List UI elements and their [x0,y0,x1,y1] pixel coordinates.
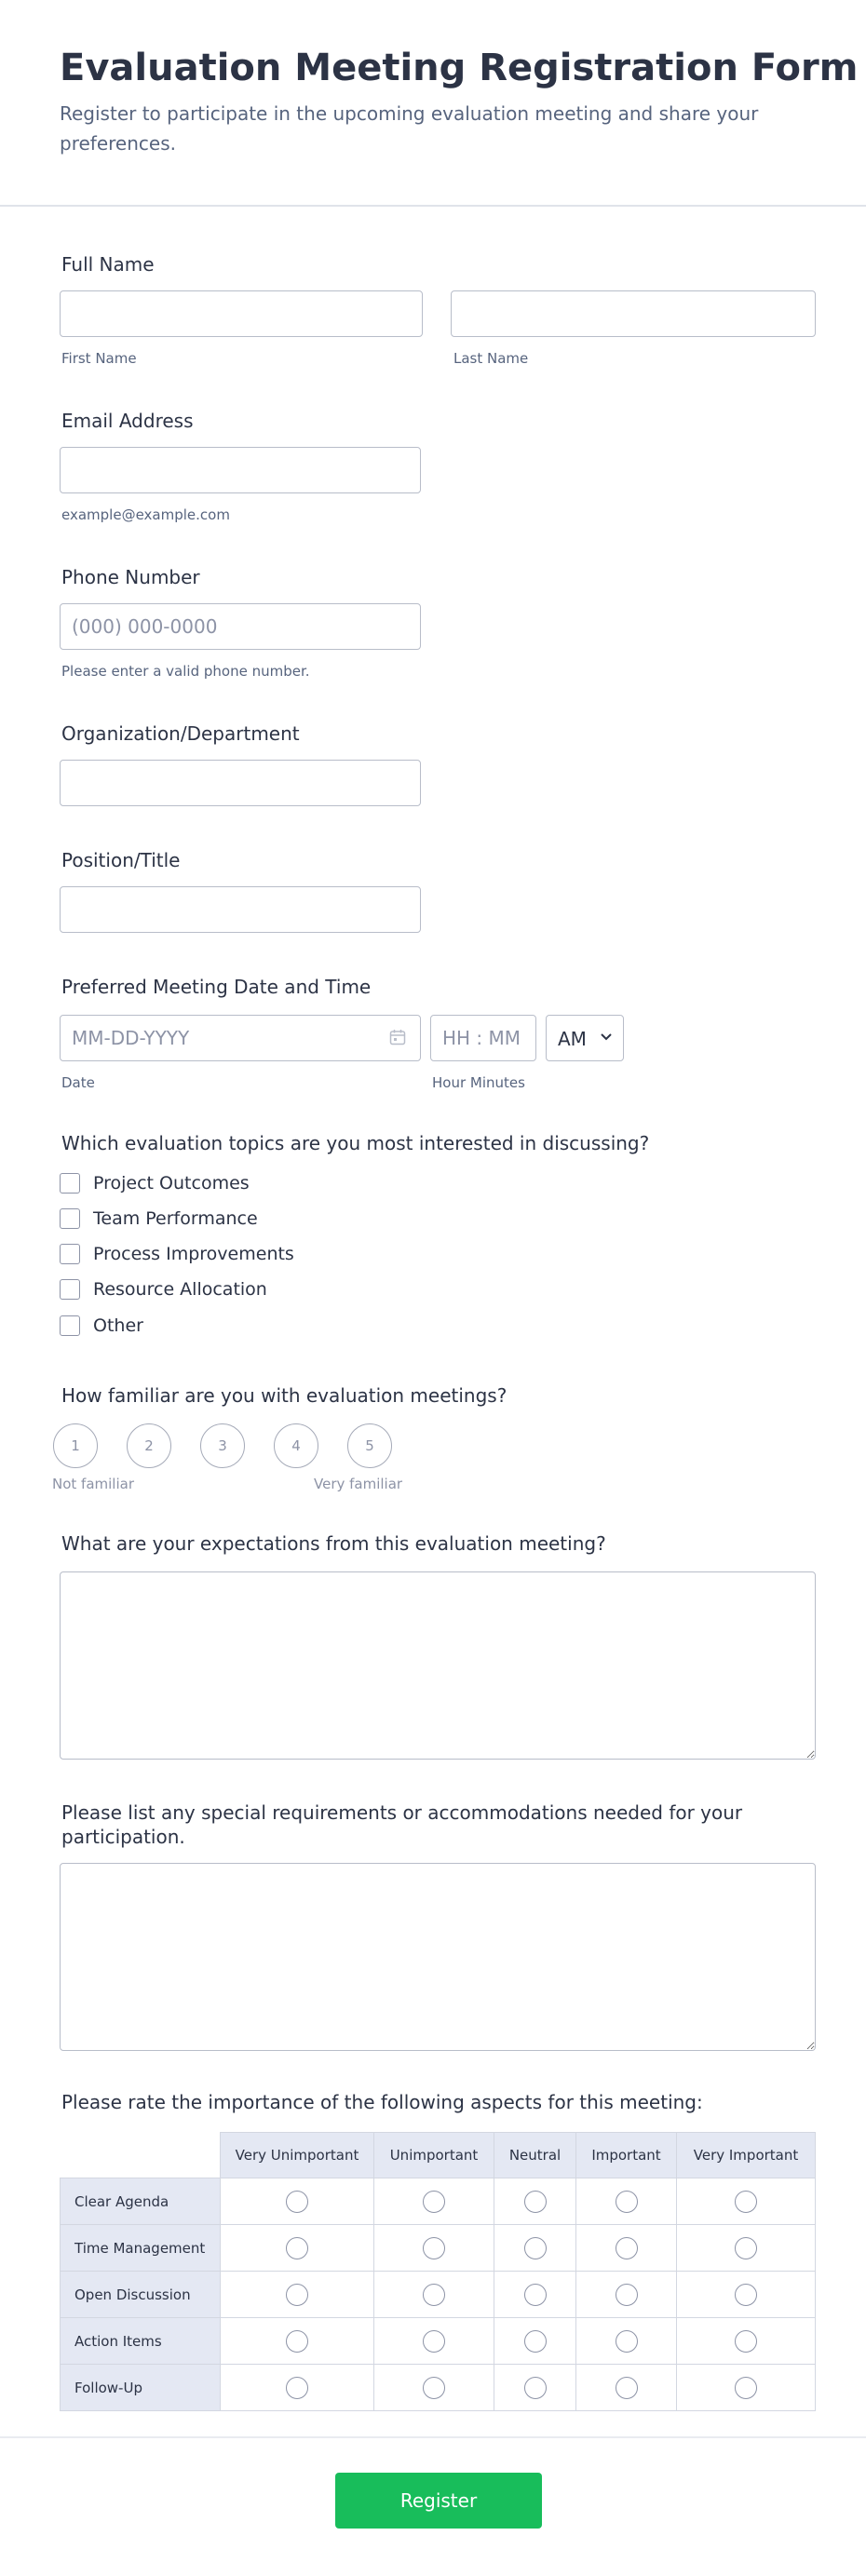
matrix-row [60,2318,816,2365]
matrix-radio[interactable] [423,2237,445,2259]
matrix-column-header: Neutral [494,2132,576,2178]
matrix-radio[interactable] [423,2191,445,2213]
matrix-row-label: Time Management [60,2225,221,2272]
scale-option-4[interactable]: 4 [274,1423,318,1468]
email-sublabel: example@example.com [61,506,230,523]
ampm-value: AM [558,1028,587,1050]
register-button[interactable]: Register [335,2473,542,2529]
form-subtitle: Register to participate in the upcoming evaluation meeting and share your preferences. [60,102,759,155]
matrix-row [60,2178,816,2225]
matrix-radio[interactable] [616,2330,638,2353]
matrix-radio[interactable] [735,2237,757,2259]
scale-option-5[interactable]: 5 [347,1423,392,1468]
phone-input[interactable] [60,603,421,650]
form-title: Evaluation Meeting Registration Form [60,47,859,89]
form-header [0,0,866,207]
matrix-radio[interactable] [524,2284,547,2306]
expectations-textarea[interactable] [60,1571,816,1760]
matrix-radio[interactable] [286,2284,308,2306]
calendar-icon[interactable] [389,1029,406,1045]
matrix-radio[interactable] [286,2191,308,2213]
familiarity-label: How familiar are you with evaluation meetings? [61,1384,507,1407]
matrix-radio[interactable] [524,2237,547,2259]
matrix-row [60,2225,816,2272]
requirements-textarea[interactable] [60,1863,816,2051]
scale-low-label: Not familiar [52,1476,134,1492]
email-label: Email Address [61,410,194,432]
topic-option[interactable] [60,1169,250,1197]
importance-matrix [60,2132,816,2411]
position-input[interactable] [60,886,421,933]
scale-high-label: Very familiar [314,1476,403,1492]
matrix-row-label: Follow-Up [60,2365,221,2411]
phone-sublabel: Please enter a valid phone number. [61,663,310,680]
phone-label: Phone Number [61,566,200,588]
topic-option[interactable] [60,1240,294,1268]
matrix-radio[interactable] [423,2377,445,2399]
matrix-radio[interactable] [735,2284,757,2306]
checkbox[interactable] [60,1244,80,1264]
organization-input[interactable] [60,760,421,806]
matrix-radio[interactable] [524,2377,547,2399]
ampm-select[interactable] [546,1015,624,1061]
date-sublabel: Date [61,1074,95,1091]
matrix-radio[interactable] [735,2191,757,2213]
chevron-down-icon [601,1033,612,1041]
topic-option-label: Process Improvements [93,1244,294,1264]
checkbox[interactable] [60,1173,80,1194]
full-name-label: Full Name [61,253,155,276]
first-name-input[interactable] [60,290,423,337]
date-input[interactable] [60,1015,421,1061]
matrix-radio[interactable] [286,2330,308,2353]
checkbox[interactable] [60,1279,80,1300]
matrix-radio[interactable] [423,2330,445,2353]
topic-option[interactable] [60,1205,258,1233]
organization-label: Organization/Department [61,722,300,745]
topics-label: Which evaluation topics are you most interested in discussing? [61,1132,650,1154]
matrix-radio[interactable] [616,2284,638,2306]
matrix-column-header: Very Important [677,2132,816,2178]
email-input[interactable] [60,447,421,493]
scale-option-3[interactable]: 3 [200,1423,245,1468]
topic-option-label: Project Outcomes [93,1173,250,1194]
meeting-datetime-label: Preferred Meeting Date and Time [61,976,372,998]
topic-option-label: Resource Allocation [93,1279,267,1300]
matrix-row-label: Clear Agenda [60,2178,221,2225]
scale-option-1[interactable]: 1 [53,1423,98,1468]
matrix-column-header: Important [576,2132,677,2178]
matrix-radio[interactable] [286,2377,308,2399]
matrix-radio[interactable] [616,2237,638,2259]
topic-option[interactable] [60,1312,143,1340]
checkbox[interactable] [60,1208,80,1229]
position-label: Position/Title [61,849,181,871]
last-name-sublabel: Last Name [453,350,529,367]
matrix-radio[interactable] [735,2377,757,2399]
matrix-column-header: Very Unimportant [221,2132,374,2178]
requirements-label: Please list any special requirements or accommodations needed for your participation. [61,1801,743,1848]
time-sublabel: Hour Minutes [432,1074,525,1091]
matrix-radio[interactable] [286,2237,308,2259]
importance-label: Please rate the importance of the following aspects for this meeting: [61,2091,703,2113]
matrix-row [60,2365,816,2411]
matrix-column-header: Unimportant [374,2132,494,2178]
matrix-radio[interactable] [735,2330,757,2353]
expectations-label: What are your expectations from this evaluation meeting? [61,1532,606,1555]
matrix-row-label: Action Items [60,2318,221,2365]
topic-option[interactable] [60,1275,267,1303]
matrix-row-label: Open Discussion [60,2272,221,2318]
topic-option-label: Team Performance [93,1208,258,1229]
first-name-sublabel: First Name [61,350,137,367]
matrix-corner [60,2132,221,2178]
time-input[interactable] [430,1015,536,1061]
matrix-radio[interactable] [524,2330,547,2353]
matrix-radio[interactable] [616,2191,638,2213]
checkbox[interactable] [60,1315,80,1336]
last-name-input[interactable] [451,290,816,337]
scale-option-2[interactable]: 2 [127,1423,171,1468]
topic-option-label: Other [93,1315,143,1336]
matrix-radio[interactable] [616,2377,638,2399]
matrix-radio[interactable] [524,2191,547,2213]
matrix-radio[interactable] [423,2284,445,2306]
matrix-row [60,2272,816,2318]
